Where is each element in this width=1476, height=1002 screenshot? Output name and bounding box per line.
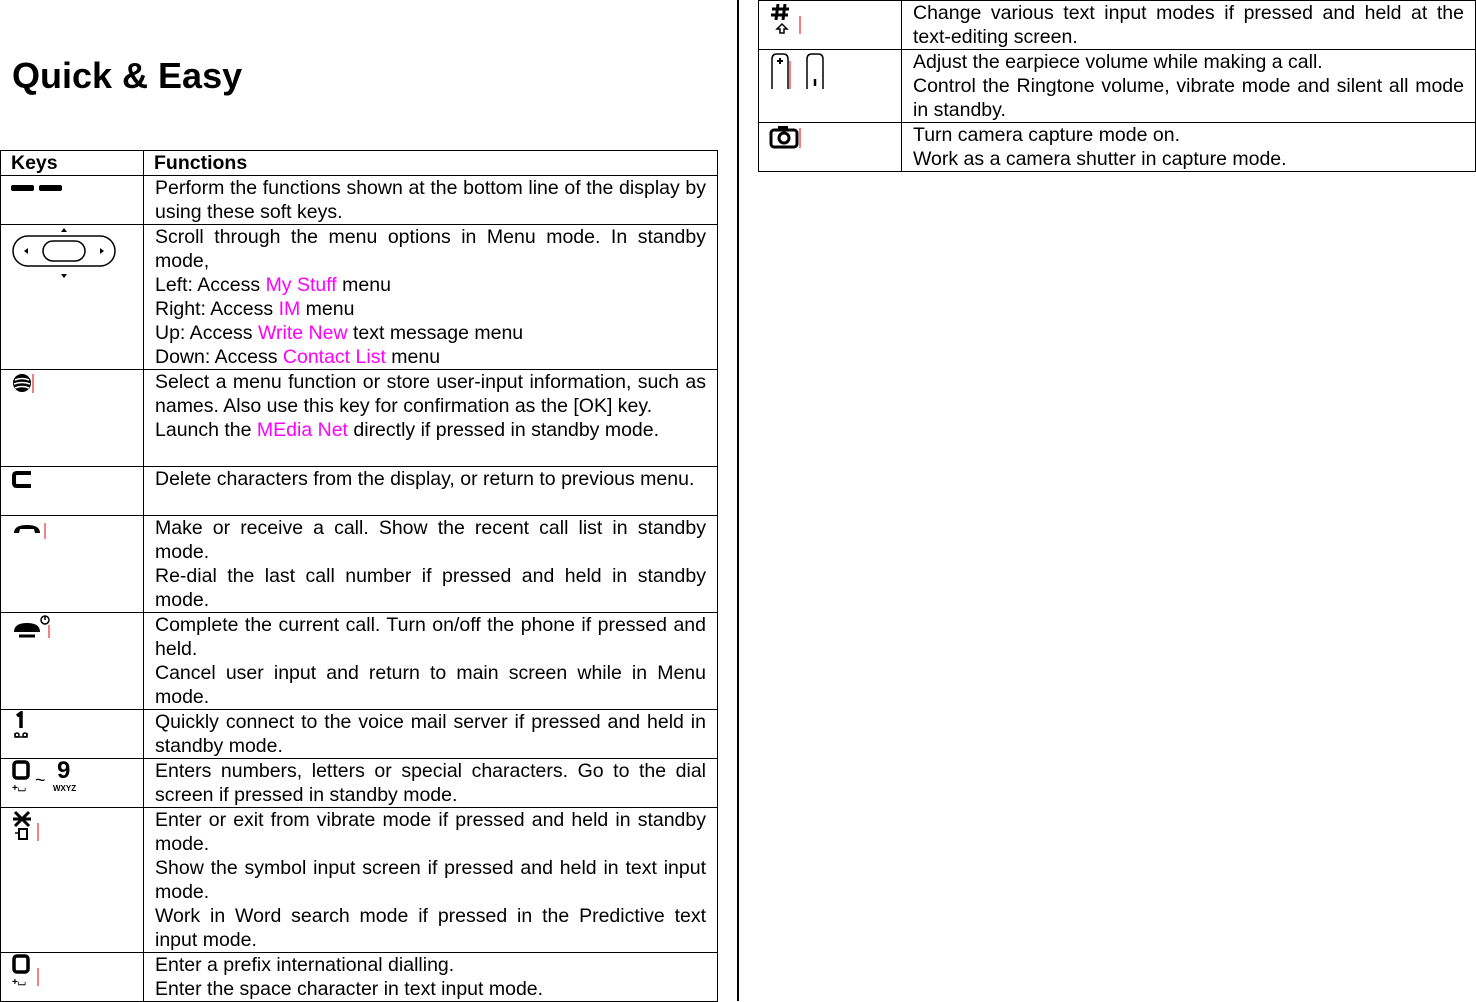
- function-text: Cancel user input and return to main screen while in Menu mode.: [155, 662, 706, 708]
- range-tilde: ~: [35, 770, 46, 790]
- clear-key-icon: [11, 468, 35, 490]
- keys-functions-table: [0, 150, 718, 1002]
- function-text: Complete the current call. Turn on/off the phone if pressed and held.: [155, 614, 706, 660]
- function-text: Enter the space character in text input mode.: [155, 978, 544, 1000]
- svg-text:+⌴: +⌴: [12, 977, 26, 988]
- table-row: [759, 123, 1476, 172]
- function-line-left: Left: Access My Stuff menu: [155, 274, 391, 296]
- star-key-icon: [11, 809, 41, 843]
- functions-header: Functions: [144, 151, 718, 176]
- table-row: [1, 176, 718, 225]
- menu-name-highlight: IM: [278, 298, 301, 320]
- function-text: Select a menu function or store user-input information, such as names. Also use this key for confirmation as the [OK] key.: [155, 371, 706, 417]
- table-row: [1, 370, 718, 467]
- table-row: [1, 953, 718, 1002]
- navigation-key-icon: [11, 226, 121, 282]
- keys-functions-table-continued: [758, 0, 1476, 172]
- menu-name-highlight: Write New: [257, 322, 348, 344]
- svg-text:+⌴: +⌴: [12, 783, 26, 794]
- function-text: Enter or exit from vibrate mode if pressed and held in standby mode.: [155, 809, 706, 855]
- column-divider: [737, 0, 739, 1001]
- function-text: Scroll through the menu options in Menu mode. In standby mode,: [155, 226, 706, 272]
- function-text: Adjust the earpiece volume while making a call.: [913, 51, 1323, 73]
- table-row: [1, 516, 718, 613]
- function-line: Launch the MEdia Net directly if pressed in standby mode.: [155, 419, 660, 441]
- page-title: Quick & Easy: [12, 55, 243, 96]
- ok-key-icon: [11, 371, 35, 395]
- camera-key-icon: [769, 124, 803, 150]
- table-row: [1, 710, 718, 759]
- function-text: Re-dial the last call number if pressed and held in standby mode.: [155, 565, 706, 611]
- end-power-key-icon: [11, 614, 51, 640]
- function-text: Perform the functions shown at the bottom line of the display by using these soft keys.: [155, 177, 706, 223]
- function-line-up: Up: Access Write New text message menu: [155, 322, 524, 344]
- volume-keys-icon: [769, 51, 833, 95]
- function-text: Control the Ringtone volume, vibrate mode and silent all mode in standby.: [913, 75, 1464, 121]
- table-row: [1, 808, 718, 953]
- table-row: [1, 225, 718, 370]
- function-text: Work in Word search mode if pressed in the Predictive text input mode.: [155, 905, 706, 951]
- zero-key-icon: [11, 954, 41, 988]
- send-key-icon: [11, 517, 47, 541]
- function-text: Show the symbol input screen if pressed and held in text input mode.: [155, 857, 706, 903]
- number-keys-icon: [11, 760, 91, 794]
- function-text: Enter a prefix international dialling.: [155, 954, 455, 976]
- table-header-row: [1, 151, 718, 176]
- menu-name-highlight: MEdia Net: [256, 419, 348, 441]
- svg-text:WXYZ: WXYZ: [53, 784, 77, 793]
- hash-key-icon: [769, 2, 803, 36]
- function-line-down: Down: Access Contact List menu: [155, 346, 441, 368]
- function-text: Enters numbers, letters or special characters. Go to the dial screen if pressed in standby mode.: [155, 760, 706, 806]
- table-row: [1, 759, 718, 808]
- function-text: Quickly connect to the voice mail server if pressed and held in standby mode.: [155, 711, 706, 757]
- function-text: Turn camera capture mode on.: [913, 124, 1180, 146]
- function-text: Change various text input modes if pressed and held at the text-editing screen.: [913, 2, 1464, 48]
- table-row: [759, 1, 1476, 50]
- menu-name-highlight: My Stuff: [265, 274, 337, 296]
- table-row: [1, 467, 718, 516]
- table-row: [1, 613, 718, 710]
- function-text: Delete characters from the display, or return to previous menu.: [155, 468, 695, 490]
- function-line-right: Right: Access IM menu: [155, 298, 355, 320]
- function-text: Make or receive a call. Show the recent call list in standby mode.: [155, 517, 706, 563]
- voicemail-key-icon: [11, 711, 35, 741]
- svg-text:9: 9: [57, 760, 71, 784]
- soft-keys-icon: [11, 177, 71, 199]
- keys-header: Keys: [1, 151, 144, 176]
- menu-name-highlight: Contact List: [282, 346, 386, 368]
- table-row: [759, 50, 1476, 123]
- function-text: Work as a camera shutter in capture mode.: [913, 148, 1287, 170]
